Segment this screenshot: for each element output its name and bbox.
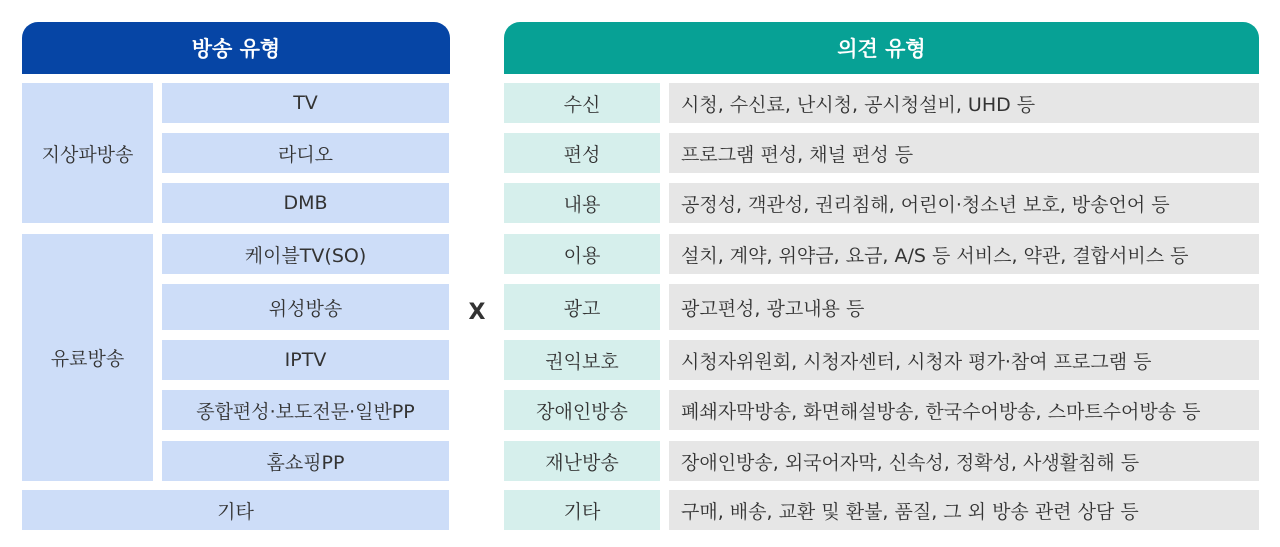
opinion-type-label: 재난방송 <box>545 451 619 474</box>
opinion-type-label: 장애인방송 <box>536 400 628 423</box>
opinion-detail-text: 폐쇄자막방송, 화면해설방송, 한국수어방송, 스마트수어방송 등 <box>681 400 1201 423</box>
opinion-type-cell <box>504 340 660 380</box>
opinion-type-header-label: 의견 유형 <box>837 37 926 61</box>
opinion-type-label: 이용 <box>563 244 601 267</box>
group-label-pay <box>22 234 153 481</box>
opinion-type-label: 내용 <box>563 193 601 216</box>
broadcast-item <box>162 234 449 274</box>
opinion-detail-text: 구매, 배송, 교환 및 환불, 품질, 그 외 방송 관련 상담 등 <box>681 500 1139 523</box>
broadcast-other-label: 기타 <box>217 500 254 523</box>
broadcast-item <box>162 133 449 173</box>
broadcast-item-label: 위성방송 <box>268 297 343 320</box>
opinion-type-cell <box>504 490 660 530</box>
broadcast-item-label: TV <box>293 92 318 114</box>
broadcast-other <box>22 490 449 530</box>
opinion-type-header <box>504 22 1259 74</box>
broadcast-type-header <box>22 22 450 74</box>
broadcast-item <box>162 340 449 380</box>
broadcast-item <box>162 183 449 223</box>
group-label-text: 지상파방송 <box>41 143 134 166</box>
opinion-detail-cell <box>669 133 1259 173</box>
opinion-detail-cell <box>669 441 1259 481</box>
opinion-detail-text: 시청, 수신료, 난시청, 공시청설비, UHD 등 <box>681 93 1036 116</box>
opinion-detail-text: 설치, 계약, 위약금, 요금, A/S 등 서비스, 약관, 결합서비스 등 <box>681 244 1189 267</box>
broadcast-item <box>162 441 449 481</box>
broadcast-item-label: 라디오 <box>277 143 334 166</box>
opinion-detail-cell <box>669 83 1259 123</box>
group-label-text: 유료방송 <box>50 348 125 370</box>
broadcast-type-header-label: 방송 유형 <box>191 37 281 61</box>
opinion-detail-text: 시청자위원회, 시청자센터, 시청자 평가·참여 프로그램 등 <box>681 350 1152 373</box>
opinion-type-label: 편성 <box>563 143 601 166</box>
opinion-type-cell <box>504 441 660 481</box>
opinion-detail-text: 광고편성, 광고내용 등 <box>681 297 865 320</box>
broadcast-item <box>162 83 449 123</box>
opinion-type-cell <box>504 133 660 173</box>
group-label-terrestrial <box>22 83 153 223</box>
opinion-detail-text: 공정성, 객관성, 권리침해, 어린이·청소년 보호, 방송언어 등 <box>681 193 1170 216</box>
opinion-detail-cell <box>669 340 1259 380</box>
opinion-type-cell <box>504 83 660 123</box>
opinion-type-label: 수신 <box>563 93 601 116</box>
opinion-type-cell <box>504 183 660 223</box>
opinion-type-cell <box>504 390 660 430</box>
opinion-type-label: 기타 <box>563 500 601 523</box>
opinion-type-label: 권익보호 <box>545 350 619 373</box>
broadcast-item-label: 홈쇼핑PP <box>266 451 345 474</box>
opinion-detail-cell <box>669 183 1259 223</box>
opinion-detail-text: 장애인방송, 외국어자막, 신속성, 정확성, 사생활침해 등 <box>681 451 1140 474</box>
opinion-type-label: 광고 <box>563 297 601 320</box>
multiply-sign-text: X <box>468 299 486 325</box>
opinion-type-cell <box>504 234 660 274</box>
broadcast-item-label: IPTV <box>284 349 327 371</box>
opinion-detail-cell <box>669 390 1259 430</box>
broadcast-item-label: DMB <box>283 192 328 214</box>
broadcast-item <box>162 390 449 430</box>
multiply-sign <box>455 290 499 334</box>
broadcast-item-label: 케이블TV(SO) <box>244 244 367 267</box>
opinion-detail-cell <box>669 234 1259 274</box>
broadcast-item-label: 종합편성·보도전문·일반PP <box>196 400 415 423</box>
broadcast-item <box>162 284 449 330</box>
opinion-detail-cell <box>669 490 1259 530</box>
opinion-detail-text: 프로그램 편성, 채널 편성 등 <box>681 143 914 166</box>
opinion-detail-cell <box>669 284 1259 330</box>
opinion-type-cell <box>504 284 660 330</box>
